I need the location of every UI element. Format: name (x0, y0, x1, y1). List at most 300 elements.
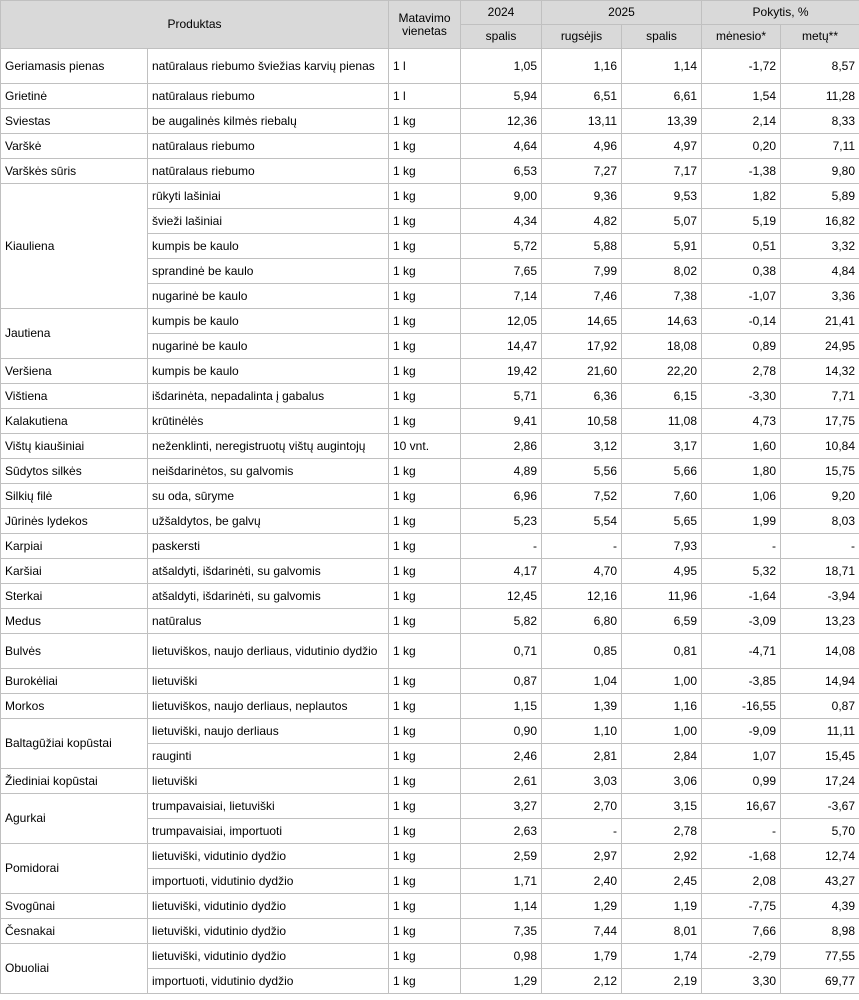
change-monthly: 2,78 (702, 359, 781, 384)
price-2024-spalis: 9,00 (461, 184, 542, 209)
header-year-2024: 2024 (461, 1, 542, 25)
table-row (1, 719, 859, 744)
price-2025-rugsejis: 4,70 (542, 559, 622, 584)
table-row (1, 509, 859, 534)
price-2025-spalis: 1,00 (622, 719, 702, 744)
price-2025-rugsejis: 9,36 (542, 184, 622, 209)
product-description: rauginti (148, 744, 389, 769)
header-2025-spalis: spalis (622, 25, 702, 49)
product-name: Pomidorai (1, 844, 148, 894)
price-2024-spalis: 12,36 (461, 109, 542, 134)
price-2025-spalis: 1,74 (622, 944, 702, 969)
price-2025-spalis: 2,78 (622, 819, 702, 844)
price-2024-spalis: 5,71 (461, 384, 542, 409)
product-description: lietuviški, vidutinio dydžio (148, 894, 389, 919)
product-description: lietuviški (148, 769, 389, 794)
product-description: trumpavaisiai, lietuviški (148, 794, 389, 819)
price-2024-spalis: 6,96 (461, 484, 542, 509)
unit-cell: 1 kg (389, 159, 461, 184)
product-description: paskersti (148, 534, 389, 559)
product-description: importuoti, vidutinio dydžio (148, 969, 389, 994)
product-name: Vištiena (1, 384, 148, 409)
price-2025-spalis: 7,17 (622, 159, 702, 184)
unit-cell: 1 kg (389, 844, 461, 869)
change-yearly: - (781, 534, 859, 559)
table-row (1, 484, 859, 509)
price-2025-spalis: 2,84 (622, 744, 702, 769)
product-description: natūralaus riebumo (148, 159, 389, 184)
table-row (1, 309, 859, 334)
product-name: Sterkai (1, 584, 148, 609)
product-name: Medus (1, 609, 148, 634)
price-2025-rugsejis: 5,88 (542, 234, 622, 259)
change-yearly: 4,84 (781, 259, 859, 284)
price-2024-spalis: 5,72 (461, 234, 542, 259)
price-2025-spalis: 22,20 (622, 359, 702, 384)
unit-cell: 1 kg (389, 819, 461, 844)
unit-cell: 1 kg (389, 894, 461, 919)
change-monthly: 4,73 (702, 409, 781, 434)
price-2024-spalis: 1,14 (461, 894, 542, 919)
product-name: Varškės sūris (1, 159, 148, 184)
price-2025-rugsejis: 14,65 (542, 309, 622, 334)
table-row (1, 694, 859, 719)
price-2024-spalis: 19,42 (461, 359, 542, 384)
unit-cell: 1 kg (389, 134, 461, 159)
table-row (1, 559, 859, 584)
change-yearly: 7,71 (781, 384, 859, 409)
price-2024-spalis: 5,23 (461, 509, 542, 534)
change-yearly: -3,67 (781, 794, 859, 819)
price-2024-spalis: 5,82 (461, 609, 542, 634)
table-row (1, 894, 859, 919)
table-row (1, 409, 859, 434)
unit-cell: 1 kg (389, 284, 461, 309)
change-yearly: 13,23 (781, 609, 859, 634)
unit-cell: 1 kg (389, 944, 461, 969)
price-2025-rugsejis: 6,51 (542, 84, 622, 109)
product-name: Silkių filė (1, 484, 148, 509)
product-name: Česnakai (1, 919, 148, 944)
product-name: Vištų kiaušiniai (1, 434, 148, 459)
unit-cell: 1 kg (389, 234, 461, 259)
change-yearly: 14,32 (781, 359, 859, 384)
change-monthly: 1,54 (702, 84, 781, 109)
price-2024-spalis: 2,59 (461, 844, 542, 869)
product-description: nugarinė be kaulo (148, 334, 389, 359)
product-name: Sviestas (1, 109, 148, 134)
product-description: sprandinė be kaulo (148, 259, 389, 284)
price-2025-rugsejis: - (542, 534, 622, 559)
price-2024-spalis: 2,63 (461, 819, 542, 844)
price-2025-spalis: 8,02 (622, 259, 702, 284)
change-monthly: 0,89 (702, 334, 781, 359)
product-name: Geriamasis pienas (1, 49, 148, 84)
header-metu: metų** (781, 25, 859, 49)
change-monthly: - (702, 534, 781, 559)
price-2025-spalis: 11,08 (622, 409, 702, 434)
change-monthly: 1,82 (702, 184, 781, 209)
price-2024-spalis: 1,71 (461, 869, 542, 894)
product-description: atšaldyti, išdarinėti, su galvomis (148, 559, 389, 584)
unit-cell: 1 kg (389, 484, 461, 509)
product-description: rūkyti lašiniai (148, 184, 389, 209)
price-2025-rugsejis: 21,60 (542, 359, 622, 384)
change-yearly: 8,33 (781, 109, 859, 134)
change-monthly: -1,64 (702, 584, 781, 609)
change-yearly: 17,75 (781, 409, 859, 434)
product-description: lietuviški, vidutinio dydžio (148, 944, 389, 969)
price-2024-spalis: - (461, 534, 542, 559)
price-2025-rugsejis: 7,99 (542, 259, 622, 284)
change-monthly: 1,99 (702, 509, 781, 534)
table-row (1, 609, 859, 634)
change-monthly: -16,55 (702, 694, 781, 719)
price-2025-spalis: 5,66 (622, 459, 702, 484)
product-description: natūralaus riebumo (148, 84, 389, 109)
unit-cell: 1 kg (389, 634, 461, 669)
header-produktas: Produktas (1, 1, 389, 49)
change-monthly: -1,68 (702, 844, 781, 869)
unit-cell: 1 kg (389, 209, 461, 234)
product-name: Burokėliai (1, 669, 148, 694)
price-2025-rugsejis: 3,03 (542, 769, 622, 794)
price-2025-rugsejis: 2,97 (542, 844, 622, 869)
price-2025-spalis: 7,93 (622, 534, 702, 559)
change-monthly: 2,14 (702, 109, 781, 134)
price-2025-rugsejis: 1,04 (542, 669, 622, 694)
product-description: lietuviški, vidutinio dydžio (148, 919, 389, 944)
product-name: Baltagūžiai kopūstai (1, 719, 148, 769)
product-description: kumpis be kaulo (148, 234, 389, 259)
price-2025-spalis: 0,81 (622, 634, 702, 669)
price-2025-rugsejis: 12,16 (542, 584, 622, 609)
unit-cell: 1 kg (389, 309, 461, 334)
price-2025-spalis: 3,06 (622, 769, 702, 794)
change-yearly: 14,08 (781, 634, 859, 669)
header-menesio: mėnesio* (702, 25, 781, 49)
product-description: lietuviški, vidutinio dydžio (148, 844, 389, 869)
unit-cell: 1 kg (389, 744, 461, 769)
header-2025-rugsejis: rugsėjis (542, 25, 622, 49)
unit-cell: 1 kg (389, 359, 461, 384)
unit-cell: 1 kg (389, 559, 461, 584)
product-name: Agurkai (1, 794, 148, 844)
change-monthly: - (702, 819, 781, 844)
change-yearly: 11,11 (781, 719, 859, 744)
table-row (1, 794, 859, 819)
price-2024-spalis: 7,65 (461, 259, 542, 284)
table-row (1, 669, 859, 694)
change-yearly: 43,27 (781, 869, 859, 894)
product-description: lietuviški (148, 669, 389, 694)
price-2025-rugsejis: 1,10 (542, 719, 622, 744)
header-year-2025: 2025 (542, 1, 702, 25)
price-2025-spalis: 6,61 (622, 84, 702, 109)
product-name: Obuoliai (1, 944, 148, 994)
price-2025-rugsejis: 17,92 (542, 334, 622, 359)
price-2024-spalis: 14,47 (461, 334, 542, 359)
price-2025-rugsejis: 2,81 (542, 744, 622, 769)
table-row (1, 634, 859, 669)
product-name: Veršiena (1, 359, 148, 384)
price-2024-spalis: 9,41 (461, 409, 542, 434)
price-2025-spalis: 11,96 (622, 584, 702, 609)
unit-cell: 1 kg (389, 459, 461, 484)
change-yearly: 8,03 (781, 509, 859, 534)
price-2025-spalis: 2,19 (622, 969, 702, 994)
price-2025-spalis: 7,38 (622, 284, 702, 309)
change-yearly: 69,77 (781, 969, 859, 994)
change-yearly: 3,32 (781, 234, 859, 259)
change-monthly: 0,38 (702, 259, 781, 284)
price-2025-rugsejis: 4,96 (542, 134, 622, 159)
product-description: švieži lašiniai (148, 209, 389, 234)
price-2025-spalis: 6,15 (622, 384, 702, 409)
change-yearly: -3,94 (781, 584, 859, 609)
product-name: Morkos (1, 694, 148, 719)
price-2024-spalis: 0,71 (461, 634, 542, 669)
unit-cell: 1 kg (389, 869, 461, 894)
price-2024-spalis: 4,17 (461, 559, 542, 584)
product-description: lietuviški, naujo derliaus (148, 719, 389, 744)
change-yearly: 8,98 (781, 919, 859, 944)
unit-cell: 1 l (389, 84, 461, 109)
change-monthly: 7,66 (702, 919, 781, 944)
price-2025-rugsejis: 7,44 (542, 919, 622, 944)
price-2025-rugsejis: 4,82 (542, 209, 622, 234)
price-2025-spalis: 2,92 (622, 844, 702, 869)
table-row (1, 534, 859, 559)
change-monthly: -3,09 (702, 609, 781, 634)
table-row (1, 769, 859, 794)
change-monthly: 1,60 (702, 434, 781, 459)
unit-cell: 1 l (389, 49, 461, 84)
price-2024-spalis: 12,05 (461, 309, 542, 334)
price-2024-spalis: 2,61 (461, 769, 542, 794)
product-name: Kiauliena (1, 184, 148, 309)
product-description: lietuviškos, naujo derliaus, vidutinio dydžio (148, 634, 389, 669)
price-2025-rugsejis: 7,52 (542, 484, 622, 509)
product-name: Jautiena (1, 309, 148, 359)
change-yearly: 10,84 (781, 434, 859, 459)
product-description: kumpis be kaulo (148, 359, 389, 384)
change-monthly: 2,08 (702, 869, 781, 894)
table-row (1, 844, 859, 869)
price-2025-rugsejis: 10,58 (542, 409, 622, 434)
change-monthly: -1,07 (702, 284, 781, 309)
change-monthly: 0,51 (702, 234, 781, 259)
price-2024-spalis: 0,98 (461, 944, 542, 969)
change-monthly: 3,30 (702, 969, 781, 994)
price-2025-rugsejis: 2,70 (542, 794, 622, 819)
change-monthly: -9,09 (702, 719, 781, 744)
unit-cell: 1 kg (389, 184, 461, 209)
price-2025-rugsejis: 7,27 (542, 159, 622, 184)
price-2024-spalis: 0,87 (461, 669, 542, 694)
price-2025-rugsejis: 2,40 (542, 869, 622, 894)
price-2025-spalis: 5,91 (622, 234, 702, 259)
product-description: lietuviškos, naujo derliaus, neplautos (148, 694, 389, 719)
product-description: natūralus (148, 609, 389, 634)
table-row (1, 584, 859, 609)
price-2025-spalis: 2,45 (622, 869, 702, 894)
change-yearly: 7,11 (781, 134, 859, 159)
table-row (1, 919, 859, 944)
table-row (1, 134, 859, 159)
unit-cell: 1 kg (389, 969, 461, 994)
price-2024-spalis: 7,14 (461, 284, 542, 309)
change-yearly: 11,28 (781, 84, 859, 109)
change-yearly: 16,82 (781, 209, 859, 234)
price-2025-spalis: 4,97 (622, 134, 702, 159)
product-name: Kalakutiena (1, 409, 148, 434)
change-yearly: 5,70 (781, 819, 859, 844)
unit-cell: 1 kg (389, 719, 461, 744)
product-name: Grietinė (1, 84, 148, 109)
table-row (1, 434, 859, 459)
price-2024-spalis: 0,90 (461, 719, 542, 744)
change-yearly: 3,36 (781, 284, 859, 309)
change-monthly: 5,32 (702, 559, 781, 584)
unit-cell: 1 kg (389, 109, 461, 134)
product-description: užšaldytos, be galvų (148, 509, 389, 534)
price-2025-rugsejis: 0,85 (542, 634, 622, 669)
change-yearly: 9,80 (781, 159, 859, 184)
price-2024-spalis: 1,15 (461, 694, 542, 719)
product-description: krūtinėlės (148, 409, 389, 434)
product-name: Jūrinės lydekos (1, 509, 148, 534)
price-2025-spalis: 3,17 (622, 434, 702, 459)
table-row (1, 84, 859, 109)
price-2025-spalis: 18,08 (622, 334, 702, 359)
product-name: Svogūnai (1, 894, 148, 919)
unit-cell: 1 kg (389, 669, 461, 694)
price-2025-rugsejis: 1,16 (542, 49, 622, 84)
change-yearly: 15,45 (781, 744, 859, 769)
price-2025-spalis: 6,59 (622, 609, 702, 634)
change-yearly: 77,55 (781, 944, 859, 969)
change-monthly: 1,06 (702, 484, 781, 509)
change-monthly: 1,80 (702, 459, 781, 484)
price-2024-spalis: 6,53 (461, 159, 542, 184)
price-2024-spalis: 5,94 (461, 84, 542, 109)
change-monthly: 5,19 (702, 209, 781, 234)
table-row (1, 184, 859, 209)
price-2024-spalis: 2,46 (461, 744, 542, 769)
unit-cell: 1 kg (389, 609, 461, 634)
price-2025-spalis: 1,00 (622, 669, 702, 694)
change-yearly: 15,75 (781, 459, 859, 484)
price-2025-spalis: 7,60 (622, 484, 702, 509)
unit-cell: 1 kg (389, 769, 461, 794)
table-header (1, 1, 859, 49)
price-2024-spalis: 4,64 (461, 134, 542, 159)
unit-cell: 1 kg (389, 384, 461, 409)
change-yearly: 18,71 (781, 559, 859, 584)
change-yearly: 17,24 (781, 769, 859, 794)
change-yearly: 9,20 (781, 484, 859, 509)
change-monthly: -2,79 (702, 944, 781, 969)
product-name: Žiediniai kopūstai (1, 769, 148, 794)
product-description: išdarinėta, nepadalinta į gabalus (148, 384, 389, 409)
unit-cell: 1 kg (389, 919, 461, 944)
price-2025-rugsejis: 6,36 (542, 384, 622, 409)
price-2024-spalis: 1,29 (461, 969, 542, 994)
price-2025-rugsejis: 2,12 (542, 969, 622, 994)
change-yearly: 5,89 (781, 184, 859, 209)
price-2025-rugsejis: - (542, 819, 622, 844)
table-row (1, 159, 859, 184)
price-2025-spalis: 1,14 (622, 49, 702, 84)
unit-cell: 1 kg (389, 409, 461, 434)
price-2024-spalis: 12,45 (461, 584, 542, 609)
change-monthly: -3,85 (702, 669, 781, 694)
price-2025-rugsejis: 6,80 (542, 609, 622, 634)
change-monthly: 16,67 (702, 794, 781, 819)
table-row (1, 384, 859, 409)
unit-cell: 10 vnt. (389, 434, 461, 459)
unit-cell: 1 kg (389, 334, 461, 359)
table-body (1, 49, 859, 994)
price-2025-rugsejis: 5,56 (542, 459, 622, 484)
table-row (1, 359, 859, 384)
product-description: neišdarinėtos, su galvomis (148, 459, 389, 484)
product-description: kumpis be kaulo (148, 309, 389, 334)
product-description: be augalinės kilmės riebalų (148, 109, 389, 134)
unit-cell: 1 kg (389, 259, 461, 284)
change-yearly: 0,87 (781, 694, 859, 719)
table-row (1, 109, 859, 134)
product-description: neženklinti, neregistruotų vištų augintojų (148, 434, 389, 459)
price-2025-spalis: 4,95 (622, 559, 702, 584)
price-2024-spalis: 1,05 (461, 49, 542, 84)
product-name: Karšiai (1, 559, 148, 584)
price-2025-rugsejis: 1,29 (542, 894, 622, 919)
unit-cell: 1 kg (389, 794, 461, 819)
table-row (1, 944, 859, 969)
header-pokytis: Pokytis, % (702, 1, 859, 25)
product-name: Bulvės (1, 634, 148, 669)
change-yearly: 12,74 (781, 844, 859, 869)
price-2024-spalis: 3,27 (461, 794, 542, 819)
change-yearly: 4,39 (781, 894, 859, 919)
change-yearly: 24,95 (781, 334, 859, 359)
unit-cell: 1 kg (389, 534, 461, 559)
price-2025-rugsejis: 1,79 (542, 944, 622, 969)
change-monthly: -1,72 (702, 49, 781, 84)
change-monthly: -0,14 (702, 309, 781, 334)
price-2025-spalis: 8,01 (622, 919, 702, 944)
price-2025-rugsejis: 3,12 (542, 434, 622, 459)
change-yearly: 14,94 (781, 669, 859, 694)
header-matavimo-vienetas: Matavimo vienetas (389, 1, 461, 49)
price-2025-rugsejis: 5,54 (542, 509, 622, 534)
product-description: natūralaus riebumo (148, 134, 389, 159)
price-2024-spalis: 4,89 (461, 459, 542, 484)
change-monthly: -1,38 (702, 159, 781, 184)
product-name: Sūdytos silkės (1, 459, 148, 484)
table-row (1, 459, 859, 484)
product-description: natūralaus riebumo šviežias karvių pienas (148, 49, 389, 84)
table-row (1, 49, 859, 84)
product-description: nugarinė be kaulo (148, 284, 389, 309)
product-description: atšaldyti, išdarinėti, su galvomis (148, 584, 389, 609)
price-2024-spalis: 7,35 (461, 919, 542, 944)
price-2025-spalis: 13,39 (622, 109, 702, 134)
change-yearly: 8,57 (781, 49, 859, 84)
change-monthly: -7,75 (702, 894, 781, 919)
